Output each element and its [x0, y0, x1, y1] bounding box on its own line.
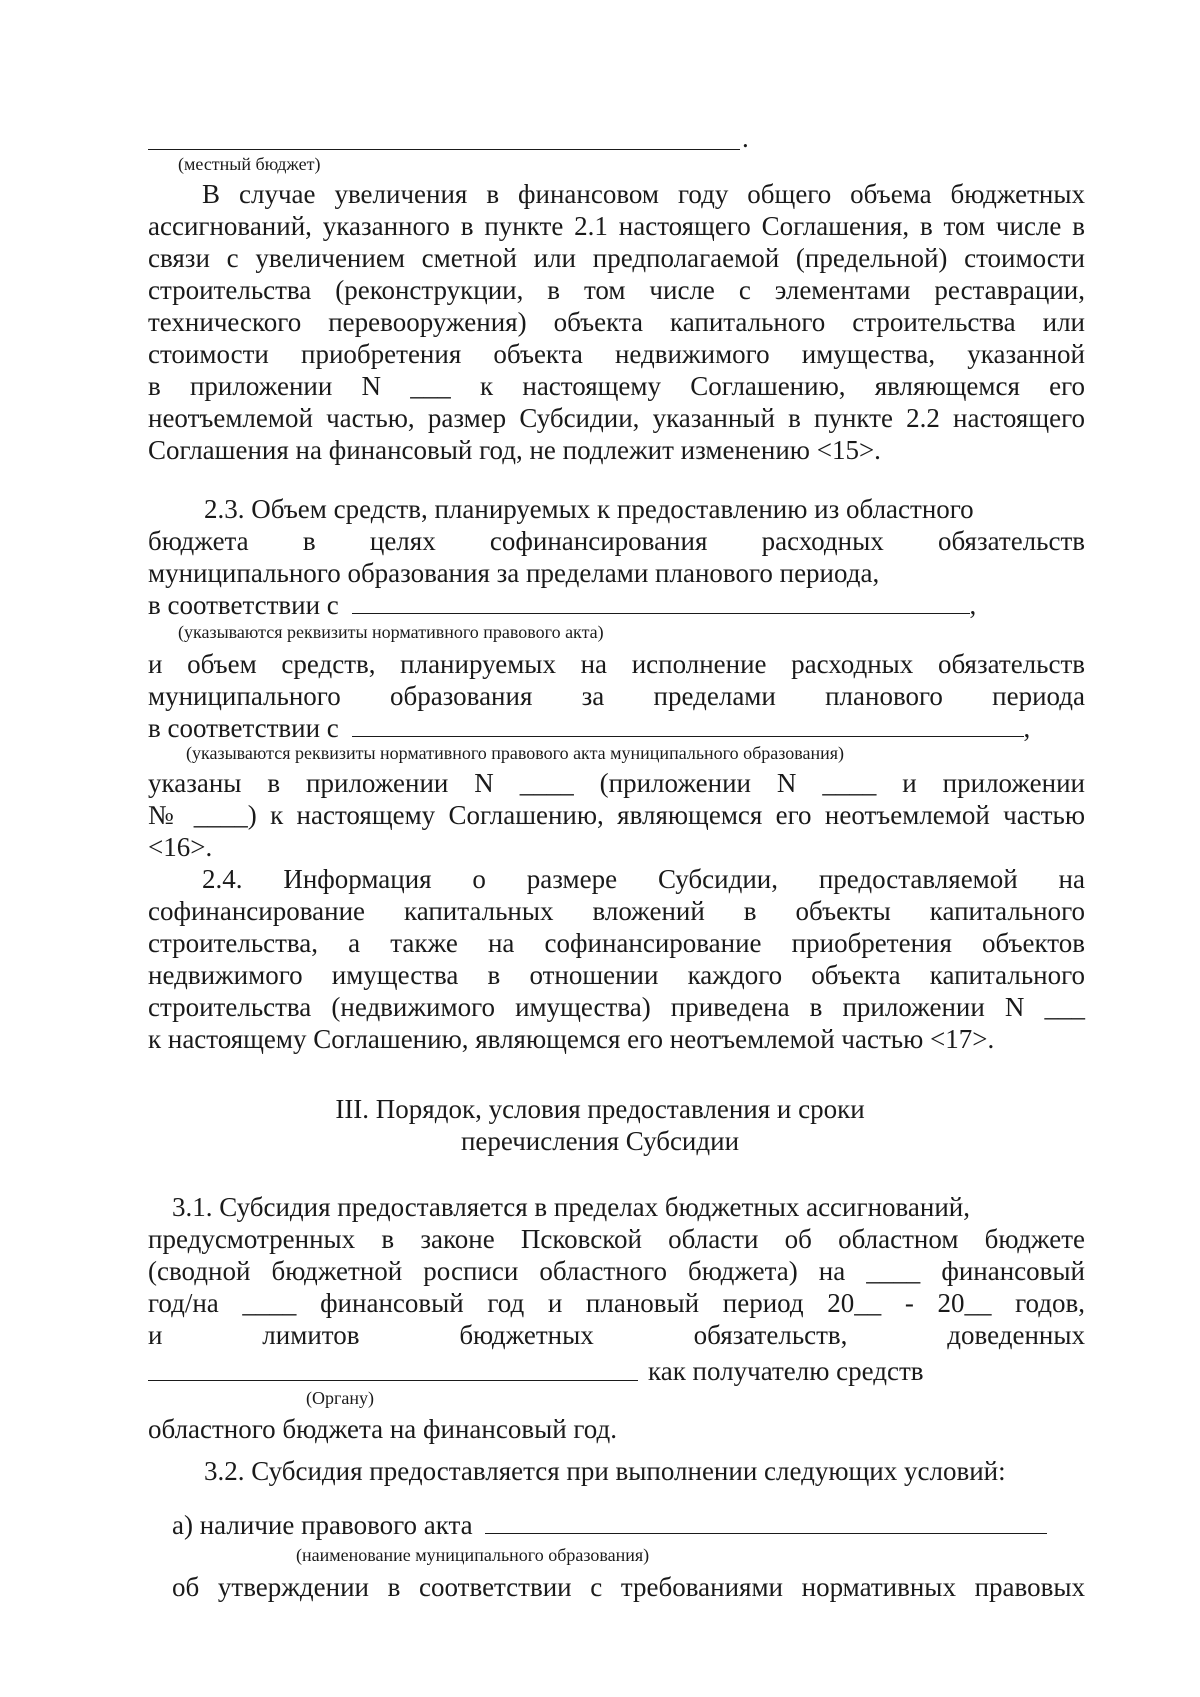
- municipality-name-caption: (наименование муниципального образования): [296, 1545, 650, 1565]
- act-details-caption: (указываются реквизиты нормативного правового акта): [178, 622, 604, 642]
- p1-line-9: Соглашения на финансовый год, не подлежит изменению <15>.: [148, 435, 881, 465]
- p1-line-8: неотъемлемой частью, размер Субсидии, указанный в пункте 2.2 настоящего: [148, 403, 1085, 433]
- p23-line-10: <16>.: [148, 832, 213, 862]
- local-budget-blank-line: [148, 149, 740, 150]
- p31-line-3: (сводной бюджетной росписи областного бюджета) на ____ финансовый: [148, 1256, 1085, 1286]
- p23-line-3: муниципального образования за пределами планового периода,: [148, 558, 880, 588]
- p24-line-4: недвижимого имущества в отношении каждого объекта капитального: [148, 960, 1085, 990]
- p24-line-5: строительства (недвижимого имущества) приведена в приложении N ___: [148, 992, 1085, 1022]
- municipal-act-caption: (указываются реквизиты нормативного правового акта муниципального образования): [186, 743, 845, 763]
- p31-line-7: областного бюджета на финансовый год.: [148, 1414, 618, 1444]
- p1-line-2: ассигнований, указанного в пункте 2.1 настоящего Соглашения, в том числе в: [148, 211, 1085, 241]
- p23-line-6: муниципального образования за пределами планового периода: [148, 681, 1085, 711]
- p24-line-2: софинансирование капитальных вложений в объекты капитального: [148, 896, 1085, 926]
- p1-line-4: строительства (реконструкции, в том числе с элементами реставрации,: [148, 275, 1085, 305]
- p23-line-4-text: в соответствии с: [148, 590, 339, 620]
- section-3-title-line-2: перечисления Субсидии: [460, 1126, 740, 1156]
- comma: ,: [969, 590, 977, 620]
- organ-caption: (Органу): [306, 1388, 374, 1408]
- p24-line-3: строительства, а также на софинансирование приобретения объектов: [148, 928, 1085, 958]
- p23-line-7-text: в соответствии с: [148, 713, 339, 743]
- p23-line-2: бюджета в целях софинансирования расходных обязательств: [148, 526, 1085, 556]
- p1-line-3: связи с увеличением сметной или предполагаемой (предельной) стоимости: [148, 243, 1085, 273]
- p32-a-label: а) наличие правового акта: [172, 1510, 473, 1540]
- p31-line-1: 3.1. Субсидия предоставляется в пределах бюджетных ассигнований,: [172, 1192, 970, 1222]
- comma: ,: [1023, 713, 1031, 743]
- p23-line-4: [148, 589, 976, 621]
- p23-line-9: № ____) к настоящему Соглашению, являющемся его неотъемлемой частью: [148, 800, 1085, 830]
- p32-line-1: 3.2. Субсидия предоставляется при выполнении следующих условий:: [204, 1456, 1006, 1486]
- p1-line-1: В случае увеличения в финансовом году общего объема бюджетных: [202, 179, 1085, 209]
- p31-line-6: как получателю средств: [648, 1356, 924, 1386]
- p32-a-line: [172, 1509, 1047, 1541]
- local-budget-caption: (местный бюджет): [178, 154, 321, 174]
- p31-line-5: и лимитов бюджетных обязательств, доведенных: [148, 1320, 1085, 1350]
- municipality-name-blank: [485, 1511, 1047, 1534]
- p32-line-2: об утверждении в соответствии с требованиями нормативных правовых: [172, 1572, 1085, 1602]
- section-3-title-line-1: III. Порядок, условия предоставления и сроки: [335, 1094, 865, 1124]
- p1-line-6: стоимости приобретения объекта недвижимого имущества, указанной: [148, 339, 1085, 369]
- municipal-act-blank: [352, 714, 1024, 737]
- p23-line-7: [148, 712, 1030, 744]
- p1-line-7: в приложении N ___ к настоящему Соглашению, являющемся его: [148, 371, 1085, 401]
- p24-line-6: к настоящему Соглашению, являющемся его неотъемлемой частью <17>.: [148, 1024, 995, 1054]
- p31-line-4: год/на ____ финансовый год и плановый период 20__ - 20__ годов,: [148, 1288, 1085, 1318]
- act-details-blank: [352, 591, 970, 614]
- p23-line-8: указаны в приложении N ____ (приложении N ____ и приложении: [148, 768, 1085, 798]
- p23-line-1: 2.3. Объем средств, планируемых к предоставлению из областного: [204, 494, 974, 524]
- top-period: .: [742, 123, 749, 153]
- p1-line-5: технического перевооружения) объекта капитального строительства или: [148, 307, 1085, 337]
- p24-line-1: 2.4. Информация о размере Субсидии, предоставляемой на: [202, 864, 1085, 894]
- p31-line-2: предусмотренных в законе Псковской области об областном бюджете: [148, 1224, 1085, 1254]
- p23-line-5: и объем средств, планируемых на исполнение расходных обязательств: [148, 649, 1085, 679]
- organ-blank-line: [148, 1380, 638, 1381]
